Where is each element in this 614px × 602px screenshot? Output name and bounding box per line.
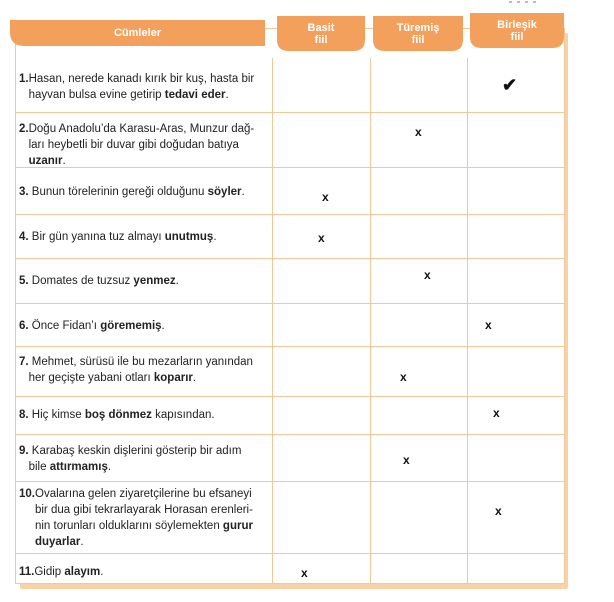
row-divider	[15, 396, 565, 397]
x-mark: x	[322, 190, 329, 204]
x-mark: x	[318, 231, 325, 245]
header-birlesik-fiil: Birleşik fiil	[470, 13, 564, 48]
row-divider	[15, 303, 565, 304]
x-mark: x	[400, 370, 407, 384]
x-mark: x	[403, 453, 410, 467]
x-mark: x	[301, 566, 308, 580]
table-row: 7. Mehmet, sürüsü ile bu mezarların yanından her geçişte yabani otları koparır.	[19, 356, 253, 384]
col-divider	[272, 58, 273, 584]
row-divider	[15, 553, 565, 554]
table-row: 4. Bir gün yanına tuz almayı unutmuş.	[19, 231, 217, 243]
table-row: 10.Ovalarına gelen ziyaretçilerine bu efsaneyi bir dua gibi tekrarlayarak Horasan erenleri- nin torunları olduklarını söylemekten gurur duyarlar.	[19, 488, 253, 548]
header-sentences: Cümleler	[10, 20, 265, 46]
page-corner-dots	[509, 0, 549, 6]
x-mark: x	[415, 125, 422, 139]
check-mark: ✔	[502, 75, 518, 95]
header-turemis-fiil: Türemiş fiil	[373, 16, 463, 51]
table-row: 6. Önce Fidan’ı görememiş.	[19, 320, 165, 332]
col-divider	[370, 58, 371, 584]
row-divider	[15, 346, 565, 347]
table-row: 1.Hasan, nerede kanadı kırık bir kuş, hasta bir hayvan bulsa evine getirip tedavi eder.	[19, 73, 255, 101]
table-row: 11.Gidip alayım.	[19, 566, 104, 578]
row-divider	[15, 258, 565, 259]
row-divider	[15, 434, 565, 435]
col-divider	[467, 58, 468, 584]
row-divider	[15, 214, 565, 215]
x-mark: x	[493, 406, 500, 420]
row-divider	[15, 481, 565, 482]
x-mark: x	[424, 268, 431, 282]
x-mark: x	[495, 504, 502, 518]
header-basit-fiil: Basit fiil	[277, 16, 365, 51]
x-mark: x	[485, 318, 492, 332]
table-row: 2.Doğu Anadolu’da Karasu-Aras, Munzur dağ- ları heybetli bir duvar gibi doğudan batıya uzanır.	[19, 123, 255, 167]
table-row: 8. Hiç kimse boş dönmez kapısından.	[19, 409, 215, 421]
table-row: 5. Domates de tuzsuz yenmez.	[19, 275, 179, 287]
row-divider	[15, 112, 565, 113]
table-row: 9. Karabaş keskin dişlerini gösterip bir adım bile attırmamış.	[19, 445, 242, 473]
table-row: 3. Bunun törelerinin gereği olduğunu söyler.	[19, 186, 245, 198]
